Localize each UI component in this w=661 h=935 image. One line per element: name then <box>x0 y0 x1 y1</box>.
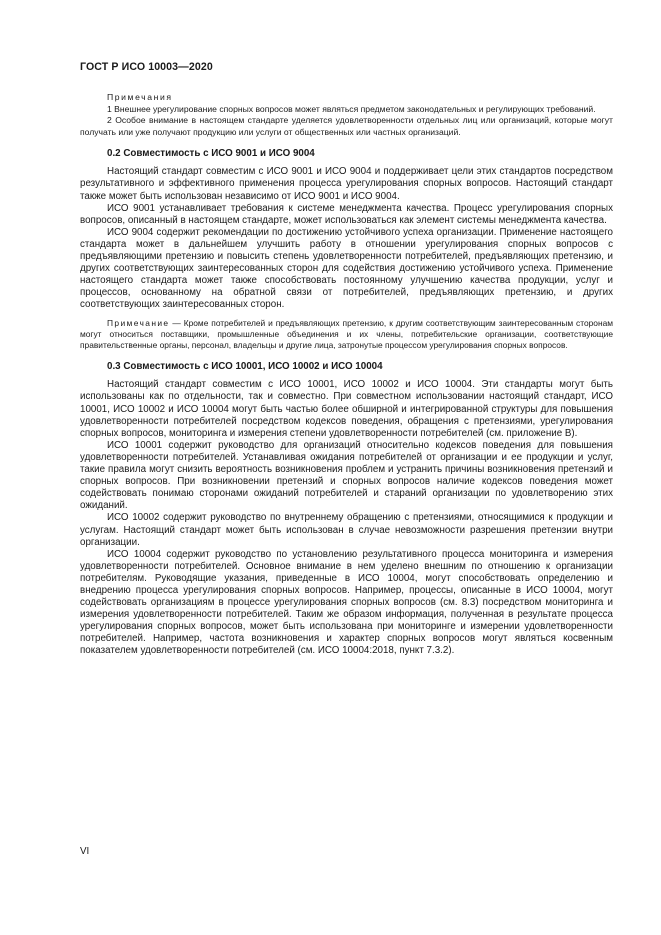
page-number: VI <box>80 846 90 857</box>
standard-title: ГОСТ Р ИСО 10003—2020 <box>80 61 213 73</box>
section-0-2-heading: 0.2 Совместимость с ИСО 9001 и ИСО 9004 <box>107 148 315 160</box>
page-content <box>80 92 613 658</box>
section-0-2-body <box>80 166 613 311</box>
note-item-2: 2 Особое внимание в настоящем стандарте уделяется удовлетворенности отдельных лиц или организаций, которые могут получать или уже получают продукцию или услуги от общественных или частных организаций. <box>80 115 613 137</box>
paragraph: ИСО 10002 содержит руководство по внутреннему обращению с претензиями, относящимися к продукции и услугам. Настоящий стандарт может быть использован в случае невозможности разрешения претензии внутри организации. <box>80 512 613 548</box>
note-label: Примечание <box>107 317 170 328</box>
notes-block <box>80 92 613 138</box>
note-item-1: 1 Внешнее урегулирование спорных вопросов может являться предметом законодательных и регулирующих требований. <box>107 103 596 114</box>
paragraph: ИСО 10001 содержит руководство для организаций относительно кодексов поведения для повышения удовлетворенности потребителей. Устанавливая ожидания потребителей от организации и ее продукции и услуг, такие правила могут снизить вероятность возникновения проблем и устранить причины возникновения претензий и спорных вопросов. При возникновении претензий и спорных вопросов наличие кодексов поведения может содействовать понимаю сторонами ожиданий потребителей и стараний организации по удовлетворению этих ожиданий. <box>80 439 613 512</box>
section-0-3-heading: 0.3 Совместимость с ИСО 10001, ИСО 10002 и ИСО 10004 <box>107 361 383 373</box>
paragraph: ИСО 10004 содержит руководство по установлению результативного процесса мониторинга и измерения удовлетворенности потребителей. Основное внимание в нем уделено внешним по отношению к организации потребителям. Руководящие указания, приведенные в ИСО 10004, могут способствовать определению и внедрению процесса урегулирования спорных вопросов. Например, процессы, описанные в ИСО 10004, могут содействовать организациям в процессе урегулирования спорных вопросов (см. 8.3) посредством мониторинга и измерения удовлетворенности потребителей. Таким же образом информация, полученная в результате процесса урегулирования спорных вопросов, может быть использована при мониторинге и измерении удовлетворенности потребителей. Например, частота возникновения и характер спорных вопросов могут являться косвенным показателем удовлетворенности потребителей (см. ИСО 10004:2018, пункт 7.3.2). <box>80 548 613 657</box>
paragraph: Настоящий стандарт совместим с ИСО 10001, ИСО 10002 и ИСО 10004. Эти стандарты могут быть использованы как по отдельности, так и совместно. При совместном использовании настоящий стандарт, ИСО 10001, ИСО 10002 и ИСО 10004 могут быть частью более обширной и интегрированной структуры для повышения удовлетворенности потребителей посредством кодексов поведения, обращения с претензиями, урегулирования спорных вопросов, мониторинга и измерения степени удовлетворенности потребителей (см. приложение В). <box>80 379 613 439</box>
paragraph: ИСО 9004 содержит рекомендации по достижению устойчивого успеха организации. Применение настоящего стандарта может в дальнейшем улучшить работу в отношении урегулирования спорных вопросов с предъявляющими претензию и повысить степень удовлетворенности потребителей, предъявляющих претензию, и других соответствующих заинтересованных сторон для содействия достижению устойчивого успеха. Применение настоящего стандарта может также способствовать постоянному улучшению качества продукции, услуг и процессов, основанному на обратной связи от потребителей, предъявляющих претензию, и других соответствующих заинтересованных сторон. <box>80 226 613 311</box>
notes-label: Примечания <box>107 92 173 102</box>
section-0-3-body <box>80 379 613 657</box>
paragraph: ИСО 9001 устанавливает требования к системе менеджмента качества. Процесс урегулирования спорных вопросов, описанный в настоящем стандарте, может использоваться как элемент системы менеджмента качества. <box>80 202 613 226</box>
section-0-2-note <box>80 318 613 352</box>
note-text: — Кроме потребителей и предъявляющих претензию, к другим соответствующим заинтересованным сторонам могут относиться поставщики, промышленные объединения и их члены, потребительские организации, соответствующие правительственные органы, персонал, владельцы и другие лица, затронутые процессом урегулирования спорных вопросов. <box>80 317 613 351</box>
paragraph: Настоящий стандарт совместим с ИСО 9001 и ИСО 9004 и поддерживает цели этих стандартов посредством результативного и эффективного применения процесса урегулирования спорных вопросов. Настоящий стандарт также может быть использован независимо от ИСО 9001 и ИСО 9004. <box>80 166 613 202</box>
